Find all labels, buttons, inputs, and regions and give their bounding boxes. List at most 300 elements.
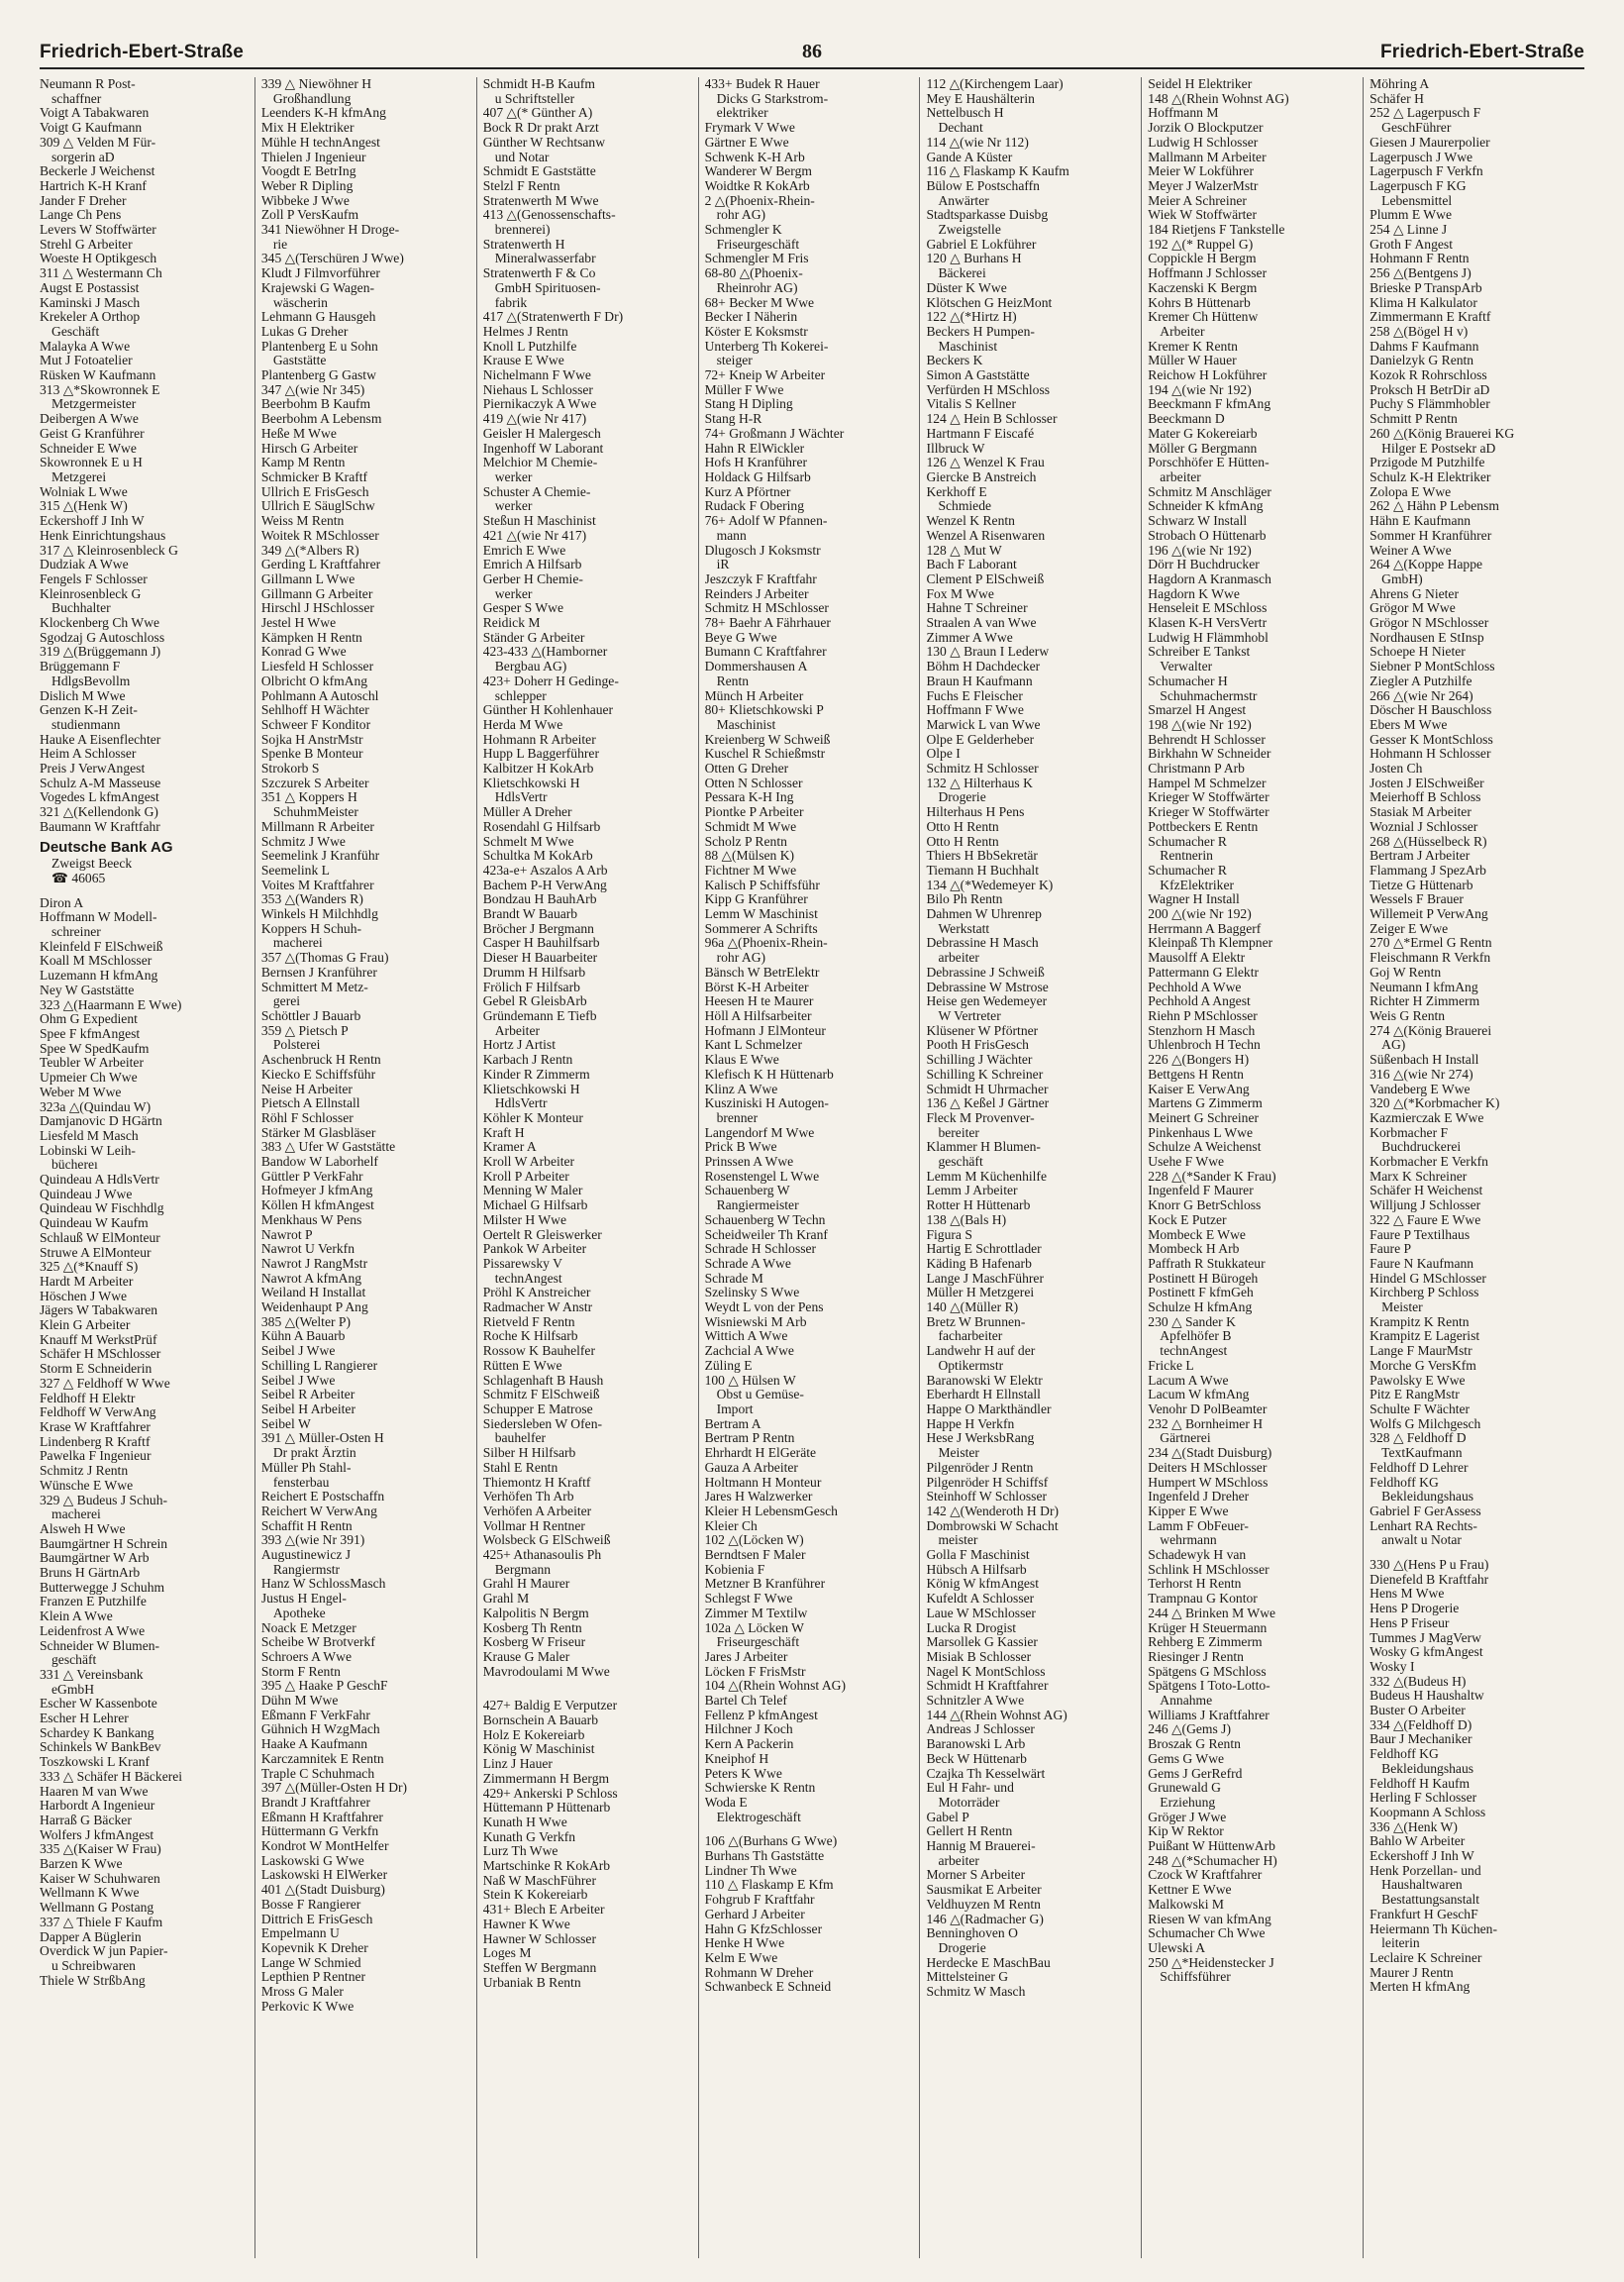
- directory-entry: Meinert G Schreiner: [1148, 1110, 1260, 1125]
- directory-entry: Pechhold A Wwe: [1148, 980, 1242, 994]
- directory-entry: Kosberg Th Rentn: [482, 1620, 582, 1635]
- directory-entry: Stang H Dipling: [704, 397, 793, 412]
- directory-entry: Stasiak M Arbeiter: [1370, 805, 1472, 820]
- directory-entry: 421 △(wie Nr 417): [482, 528, 587, 543]
- directory-entry: Holdack G Hilfsarb: [704, 469, 811, 484]
- directory-entry: Gillmann G Arbeiter: [260, 586, 373, 601]
- directory-columns: [40, 77, 1584, 2258]
- entry-continuation: Maschinist: [938, 339, 998, 354]
- directory-entry: Golla F Maschinist: [926, 1548, 1030, 1563]
- directory-entry: Williams J Kraftfahrer: [1148, 1708, 1269, 1722]
- directory-entry: Seibel J Wwe: [260, 1373, 336, 1388]
- directory-entry: 2 △(Phoenix-Rhein-: [704, 193, 815, 208]
- directory-entry: Schwenk K-H Arb: [704, 150, 805, 164]
- directory-entry: Stang H-R: [704, 412, 762, 427]
- directory-entry: Broszak G Rentn: [1148, 1737, 1241, 1752]
- entry-continuation: Import: [716, 1401, 754, 1416]
- directory-entry: 323a △(Quindau W): [40, 1099, 152, 1114]
- directory-entry: Eßmann H Kraftfahrer: [260, 1810, 383, 1824]
- directory-entry: Stratenwerth F & Co: [482, 266, 596, 281]
- directory-entry: Pissarewsky V: [482, 1256, 562, 1271]
- entry-continuation: rohr AG): [716, 951, 766, 966]
- directory-entry: Klötschen G HeizMont: [926, 295, 1053, 310]
- directory-entry: Schreiber E Tankst: [1148, 645, 1251, 660]
- directory-entry: Weber R Dipling: [260, 178, 354, 193]
- directory-entry: Menning W Maler: [482, 1184, 583, 1198]
- directory-entry: Schweer F Konditor: [260, 717, 371, 732]
- directory-entry: Augst E Postassist: [40, 280, 140, 295]
- directory-entry: 353 △(Wanders R): [260, 892, 363, 907]
- directory-entry: Plumm E Wwe: [1370, 208, 1452, 223]
- directory-entry: Preis J VerwAngest: [40, 762, 146, 777]
- directory-entry: Schaffit H Rentn: [260, 1518, 353, 1533]
- directory-entry: Wellmann G Postang: [40, 1901, 154, 1916]
- directory-entry: Hirschl J HSchlosser: [260, 601, 374, 616]
- directory-entry: Lukas G Dreher: [260, 324, 349, 339]
- directory-entry: Pohlmann A Autoschl: [260, 688, 379, 703]
- directory-entry: Mix H Elektriker: [260, 121, 355, 136]
- directory-entry: Hüttermann G Verkfn: [260, 1824, 379, 1839]
- directory-entry: Schmitz H Schlosser: [926, 762, 1039, 777]
- directory-entry: Burhans Th Gaststätte: [704, 1849, 825, 1864]
- directory-entry: Klietschkowski H: [482, 1082, 580, 1096]
- directory-entry: Wanderer W Bergm: [704, 164, 812, 179]
- directory-entry: Gründemann E Tiefb: [482, 1009, 597, 1023]
- directory-entry: Olbricht O kfmAng: [260, 674, 368, 688]
- directory-entry: Ingenfeld J Dreher: [1148, 1490, 1250, 1504]
- directory-entry: Lenhart RA Rechts-: [1370, 1518, 1477, 1533]
- directory-entry: Kant L Schmelzer: [704, 1038, 802, 1053]
- directory-entry: Kämpken H Rentn: [260, 630, 362, 645]
- directory-entry: Siedersleben W Ofen-: [482, 1416, 603, 1431]
- directory-entry: Dislich M Wwe: [40, 688, 126, 703]
- entry-continuation: Obst u Gemüse-: [716, 1388, 804, 1402]
- directory-entry: Wittich A Wwe: [704, 1329, 788, 1344]
- directory-entry: Rosenstengel L Wwe: [704, 1169, 820, 1184]
- directory-entry: Hauke A Eisenflechter: [40, 732, 161, 747]
- directory-entry: Henk Porzellan- und: [1370, 1863, 1481, 1878]
- directory-entry: Bruns H GärtnArb: [40, 1566, 141, 1581]
- directory-entry: Hese J WerksbRang: [926, 1431, 1035, 1446]
- directory-entry: Storm F Rentn: [260, 1664, 341, 1679]
- directory-entry: Deiters H MSchlosser: [1148, 1460, 1268, 1475]
- directory-entry: Reichow H Lokführer: [1148, 368, 1268, 383]
- directory-entry: Illbruck W: [926, 441, 985, 456]
- directory-entry: Bock R Dr prakt Arzt: [482, 121, 599, 136]
- directory-entry: 102 △(Löcken W): [704, 1533, 804, 1548]
- directory-entry: 256 △(Bentgens J): [1370, 266, 1472, 281]
- directory-entry: Schulze H kfmAng: [1148, 1300, 1253, 1315]
- entry-continuation: Dr prakt Ärztin: [272, 1446, 356, 1461]
- directory-entry: Scheibe W Brotverkf: [260, 1635, 375, 1650]
- directory-entry: Pechhold A Angest: [1148, 994, 1251, 1009]
- directory-entry: Genzen K-H Zeit-: [40, 703, 138, 718]
- directory-entry: Willjung J Schlosser: [1370, 1198, 1481, 1213]
- directory-entry: Empelmann U: [260, 1926, 340, 1941]
- directory-entry: Düster K Wwe: [926, 280, 1007, 295]
- directory-entry: 74+ Großmann J Wächter: [704, 426, 845, 441]
- directory-entry: Koppers H Schuh-: [260, 921, 362, 936]
- directory-entry: Geist G Kranführer: [40, 426, 145, 441]
- directory-column-3: [476, 77, 698, 2258]
- directory-entry: Schauenberg W Techn: [704, 1212, 826, 1227]
- directory-entry: Hirsch G Arbeiter: [260, 441, 358, 456]
- directory-entry: Fricke L: [1148, 1358, 1194, 1373]
- directory-entry: 244 △ Brinken M Wwe: [1148, 1606, 1276, 1620]
- directory-entry: Otto H Rentn: [926, 819, 999, 834]
- directory-entry: Weiss M Rentn: [260, 514, 345, 529]
- directory-entry: 198 △(wie Nr 192): [1148, 717, 1252, 732]
- directory-entry: Franzen E Putzhilfe: [40, 1595, 147, 1609]
- directory-entry: Ulewski A: [1148, 1941, 1206, 1955]
- directory-entry: Pilgenröder J Rentn: [926, 1460, 1034, 1475]
- directory-entry: Lange W Schmied: [260, 1955, 361, 1970]
- directory-entry: Klietschkowski H: [482, 776, 580, 790]
- directory-entry: Dahms F Kaufmann: [1370, 339, 1479, 354]
- directory-entry: Müller F Wwe: [704, 382, 784, 397]
- directory-entry: 192 △(* Ruppel G): [1148, 237, 1254, 252]
- entry-continuation: Gaststätte: [272, 354, 327, 368]
- directory-entry: Hahn R ElWickler: [704, 441, 805, 456]
- directory-entry: Brandt W Bauarb: [482, 907, 578, 922]
- entry-continuation: Rangiermstr: [272, 1562, 341, 1577]
- entry-continuation: arbeiter: [938, 951, 979, 966]
- directory-entry: Kobienia F: [704, 1562, 765, 1577]
- directory-entry: Höschen J Wwe: [40, 1289, 128, 1303]
- entry-continuation: brennerei): [494, 223, 551, 238]
- directory-entry: Szelinsky S Wwe: [704, 1286, 800, 1300]
- directory-entry: Bondzau H BauhArb: [482, 892, 597, 907]
- directory-entry: Kelm E Wwe: [704, 1951, 778, 1965]
- directory-entry: 423+ Doherr H Gedinge-: [482, 674, 619, 688]
- directory-entry: Fleck M Provenver-: [926, 1110, 1035, 1125]
- directory-entry: Roche K Hilfsarb: [482, 1329, 578, 1344]
- directory-entry: Kalisch P Schiffsführ: [704, 878, 820, 892]
- directory-entry: Bartel Ch Telef: [704, 1694, 787, 1709]
- entry-continuation: Schiffsführer: [1160, 1970, 1231, 1985]
- directory-entry: Willemeit P VerwAng: [1370, 907, 1488, 922]
- directory-entry: Holz E Kokereiarb: [482, 1727, 585, 1742]
- directory-entry: 96a △(Phoenix-Rhein-: [704, 936, 828, 951]
- directory-entry: Christmann P Arb: [1148, 762, 1245, 777]
- directory-entry: Kerkhoff E: [926, 484, 987, 499]
- directory-entry: Baumgärtner H Schrein: [40, 1536, 168, 1551]
- directory-entry: 309 △ Velden M Für-: [40, 135, 156, 150]
- directory-entry: Wenzel K Rentn: [926, 514, 1015, 529]
- directory-entry: Jeszczyk F Kraftfahr: [704, 571, 817, 586]
- directory-entry: Szczurek S Arbeiter: [260, 776, 369, 790]
- directory-entry: Bertram P Rentn: [704, 1431, 795, 1446]
- directory-entry: 248 △(*Schumacher H): [1148, 1853, 1277, 1868]
- entry-continuation: Rentnerin: [1160, 849, 1213, 864]
- directory-entry: Schumacher R: [1148, 863, 1227, 878]
- directory-entry: Schauenberg W: [704, 1184, 790, 1198]
- directory-entry: Nordhausen E StInsp: [1370, 630, 1484, 645]
- directory-entry: Dahmen W Uhrenrep: [926, 907, 1042, 922]
- directory-entry: Faure P: [1370, 1242, 1412, 1257]
- directory-entry: Lange F MaurMstr: [1370, 1344, 1472, 1359]
- directory-entry: Schmitz J Rentn: [40, 1464, 129, 1479]
- entry-continuation: macherei: [51, 1507, 101, 1522]
- directory-entry: Wosky G kfmAngest: [1370, 1645, 1483, 1660]
- directory-entry: Kiecko E Schiffsführ: [260, 1067, 376, 1082]
- directory-entry: Schneider E Wwe: [40, 441, 137, 456]
- directory-entry: Benninghoven O: [926, 1926, 1018, 1941]
- directory-entry: Kramer A: [482, 1140, 537, 1155]
- directory-entry: Krampitz E Lagerist: [1370, 1329, 1480, 1344]
- directory-entry: Eberhardt H Ellnstall: [926, 1388, 1041, 1402]
- directory-entry: Kopevnik K Dreher: [260, 1941, 368, 1955]
- entry-continuation: Bekleidungshaus: [1381, 1761, 1474, 1776]
- directory-entry: Weidenhaupt P Ang: [260, 1300, 368, 1315]
- directory-entry: Schmidt H-B Kaufm: [482, 77, 595, 91]
- directory-entry: Gerding L Kraftfahrer: [260, 558, 381, 572]
- directory-entry: Krase W Kraftfahrer: [40, 1419, 151, 1434]
- directory-entry: 100 △ Hülsen W: [704, 1373, 796, 1388]
- entry-continuation: KfzElektriker: [1160, 878, 1235, 892]
- directory-entry: Schneider W Blumen-: [40, 1638, 160, 1653]
- entry-continuation: Schuhmachermstr: [1160, 688, 1258, 703]
- entry-continuation: Annahme: [1160, 1694, 1213, 1709]
- directory-entry: Schlauß W ElMonteur: [40, 1230, 160, 1245]
- directory-entry: 136 △ Keßel J Gärtner: [926, 1096, 1050, 1111]
- directory-entry: Kazmierczak E Wwe: [1370, 1110, 1484, 1125]
- directory-entry: Kip W Rektor: [1148, 1824, 1224, 1839]
- directory-entry: 347 △(wie Nr 345): [260, 382, 365, 397]
- directory-entry: Frymark V Wwe: [704, 121, 795, 136]
- directory-entry: Neise H Arbeiter: [260, 1082, 353, 1096]
- directory-entry: Terhorst H Rentn: [1148, 1577, 1242, 1592]
- entry-continuation: werker: [494, 499, 533, 514]
- entry-continuation: Maschinist: [716, 717, 776, 732]
- entry-continuation: Apotheke: [272, 1606, 326, 1620]
- directory-entry: 234 △(Stadt Duisburg): [1148, 1446, 1272, 1461]
- directory-entry: Wisniewski M Arb: [704, 1314, 807, 1329]
- directory-entry: Eul H Fahr- und: [926, 1781, 1014, 1796]
- directory-entry: Bilo Ph Rentn: [926, 892, 1003, 907]
- directory-entry: Nichelmann F Wwe: [482, 368, 591, 383]
- directory-entry: Krajewski G Wagen-: [260, 280, 375, 295]
- directory-entry: Verfürden H MSchloss: [926, 382, 1051, 397]
- directory-entry: 391 △ Müller-Osten H: [260, 1431, 384, 1446]
- directory-entry: Smarzel H Angest: [1148, 703, 1247, 718]
- entry-continuation: Bergmann: [494, 1562, 552, 1577]
- directory-entry: Frankfurt H GeschF: [1370, 1907, 1478, 1921]
- entry-continuation: anwalt u Notar: [1381, 1533, 1462, 1548]
- directory-entry: Peters K Wwe: [704, 1766, 782, 1781]
- directory-entry: Harraß G Bäcker: [40, 1813, 132, 1827]
- directory-entry: Prick B Wwe: [704, 1140, 777, 1155]
- directory-entry: Knauff M WerkstPrüf: [40, 1332, 157, 1347]
- directory-entry: Pawelka F Ingenieur: [40, 1449, 152, 1464]
- directory-entry: Gabriel F GerAssess: [1370, 1504, 1481, 1518]
- directory-entry: Nawrot J RangMstr: [260, 1256, 368, 1271]
- directory-entry: Milster H Wwe: [482, 1212, 567, 1227]
- entry-continuation: Arbeiter: [494, 1023, 541, 1038]
- directory-entry: Jander F Dreher: [40, 193, 127, 208]
- entry-continuation: brenner: [716, 1110, 759, 1125]
- directory-entry: Sgodzaj G Autoschloss: [40, 630, 165, 645]
- directory-entry: Levers W Stoffwärter: [40, 223, 156, 238]
- directory-entry: Gauza A Arbeiter: [704, 1460, 798, 1475]
- directory-entry: Rotter H Hüttenarb: [926, 1198, 1031, 1213]
- directory-entry: Kalbitzer H KokArb: [482, 762, 594, 777]
- directory-entry: 102a △ Löcken W: [704, 1620, 804, 1635]
- directory-entry: Scholz P Rentn: [704, 834, 787, 849]
- directory-entry: Schmicker B Kraftf: [260, 469, 368, 484]
- directory-entry: Liesfeld H Schlosser: [260, 660, 374, 674]
- directory-entry: Klaus E Wwe: [704, 1053, 779, 1068]
- directory-entry: Czock W Kraftfahrer: [1148, 1868, 1263, 1883]
- directory-entry: Lehmann G Hausgeh: [260, 310, 376, 325]
- directory-entry: 126 △ Wenzel K Frau: [926, 456, 1045, 470]
- entry-continuation: u Schreibwaren: [51, 1959, 136, 1973]
- directory-entry: Bertram A: [704, 1416, 761, 1431]
- directory-entry: 322 △ Faure E Wwe: [1370, 1212, 1481, 1227]
- directory-entry: Kaczenski K Bergm: [1148, 280, 1258, 295]
- directory-entry: Schmidt E Gaststätte: [482, 164, 596, 179]
- directory-entry: Hindel G MSchlosser: [1370, 1271, 1486, 1286]
- directory-entry: Gems G Wwe: [1148, 1751, 1225, 1766]
- directory-entry: 383 △ Ufer W Gaststätte: [260, 1140, 396, 1155]
- entry-continuation: büchereı: [51, 1158, 98, 1173]
- entry-continuation: rie: [272, 237, 288, 252]
- entry-continuation: Hilger E Postsekr aD: [1381, 441, 1496, 456]
- directory-entry: Ständer G Arbeiter: [482, 630, 585, 645]
- directory-entry: Münch H Arbeiter: [704, 688, 804, 703]
- entry-continuation: Verwalter: [1160, 660, 1213, 674]
- directory-entry: Eckershoff J Inh W: [40, 514, 145, 529]
- directory-entry: Otto H Rentn: [926, 834, 999, 849]
- directory-entry: Verhöfen Th Arb: [482, 1490, 574, 1504]
- entry-continuation: wehrmann: [1160, 1533, 1217, 1548]
- directory-entry: Fox M Wwe: [926, 586, 994, 601]
- directory-entry: Ney W Gaststätte: [40, 983, 135, 997]
- directory-entry: Spenke B Monteur: [260, 747, 363, 762]
- directory-entry: Woznial J Schlosser: [1370, 819, 1478, 834]
- entry-continuation: GeschFührer: [1381, 121, 1452, 136]
- directory-entry: Linz J Hauer: [482, 1757, 553, 1772]
- directory-entry: Damjanovic D HGärtn: [40, 1114, 162, 1129]
- directory-entry: Lemm J Arbeiter: [926, 1184, 1018, 1198]
- page-header: [40, 38, 1584, 69]
- directory-entry: 319 △(Brüggemann J): [40, 645, 161, 660]
- directory-entry: Schmitz W Masch: [926, 1985, 1026, 2000]
- directory-entry: Leenders K-H kfmAng: [260, 106, 386, 121]
- directory-entry: 419 △(wie Nr 417): [482, 412, 587, 427]
- directory-entry: Kettner E Wwe: [1148, 1883, 1232, 1898]
- directory-entry: Hortz J Artist: [482, 1038, 556, 1053]
- directory-entry: Marsollek G Kassier: [926, 1635, 1038, 1650]
- directory-entry: 349 △(*Albers R): [260, 543, 359, 558]
- directory-entry: Schmitt P Rentn: [1370, 412, 1458, 427]
- directory-entry: Quindeau J Wwe: [40, 1187, 133, 1201]
- directory-entry: Reichert E Postschaffn: [260, 1490, 385, 1504]
- directory-entry: Schuster A Chemie-: [482, 484, 591, 499]
- directory-entry: Beerbohm B Kaufm: [260, 397, 371, 412]
- directory-entry: Storm E Schneiderin: [40, 1362, 152, 1377]
- directory-entry: Hähn E Kaufmann: [1370, 514, 1472, 529]
- directory-column-5: [919, 77, 1141, 2258]
- directory-entry: Frölich F Hilfsarb: [482, 980, 580, 994]
- directory-entry: 262 △ Hähn P Lebensm: [1370, 499, 1499, 514]
- directory-entry: Feldhoff H Elektr: [40, 1391, 136, 1405]
- directory-entry: 144 △(Rhein Wohnst AG): [926, 1708, 1067, 1722]
- directory-entry: Holtmann H Monteur: [704, 1475, 822, 1490]
- directory-entry: Schmidt H Uhrmacher: [926, 1082, 1049, 1096]
- directory-entry: Neumann I kfmAng: [1370, 980, 1478, 994]
- directory-entry: Wolniak L Wwe: [40, 484, 128, 499]
- directory-entry: Malayka A Wwe: [40, 339, 131, 354]
- directory-entry: Schmittert M Metz-: [260, 980, 368, 994]
- directory-entry: Grögor M Wwe: [1370, 601, 1456, 616]
- directory-entry: Spätgens I Toto-Lotto-: [1148, 1679, 1270, 1694]
- directory-entry: Strobach O Hüttenarb: [1148, 528, 1267, 543]
- directory-entry: Barzen K Wwe: [40, 1857, 123, 1872]
- directory-entry: 417 △(Stratenwerth F Dr): [482, 310, 624, 325]
- header-street-left: Friedrich-Ebert-Straße: [40, 42, 245, 62]
- directory-entry: Merten H kfmAng: [1370, 1980, 1471, 1995]
- directory-entry: Ebers M Wwe: [1370, 717, 1448, 732]
- entry-continuation: Meister: [1381, 1300, 1423, 1315]
- directory-entry: 266 △(wie Nr 264): [1370, 688, 1473, 703]
- entry-continuation: bereiter: [938, 1125, 979, 1140]
- entry-continuation: technAngest: [494, 1271, 562, 1286]
- directory-entry: 351 △ Koppers H: [260, 790, 357, 805]
- directory-entry: Schäfer H Weichenst: [1370, 1184, 1483, 1198]
- directory-entry: Mombeck H Arb: [1148, 1242, 1240, 1257]
- directory-entry: Röhl F Schlosser: [260, 1110, 354, 1125]
- directory-entry: Woidtke R KokArb: [704, 178, 810, 193]
- directory-entry: 270 △*Ermel G Rentn: [1370, 936, 1492, 951]
- directory-entry: Rudack F Obering: [704, 499, 805, 514]
- entry-heading: Deutsche Bank AG: [40, 840, 173, 856]
- directory-entry: Paffrath R Stukkateur: [1148, 1256, 1266, 1271]
- directory-entry: Postinett H Bürogeh: [1148, 1271, 1259, 1286]
- directory-entry: Puchy S Flämmhobler: [1370, 397, 1490, 412]
- directory-entry: Schoepe H Nieter: [1370, 645, 1466, 660]
- directory-entry: Kremer Ch Hüttenw: [1148, 310, 1259, 325]
- entry-continuation: Werkstatt: [938, 921, 990, 936]
- directory-entry: Tietze G Hüttenarb: [1370, 878, 1473, 892]
- directory-entry: Fichtner M Wwe: [704, 863, 797, 878]
- directory-entry: Helmes J Rentn: [482, 324, 568, 339]
- directory-entry: Unterberg Th Kokerei-: [704, 339, 829, 354]
- directory-entry: Dommershausen A: [704, 660, 808, 674]
- directory-entry: Seibel J Wwe: [260, 1344, 336, 1359]
- directory-entry: Müller Ph Stahl-: [260, 1460, 352, 1475]
- directory-entry: Lucka R Drogist: [926, 1620, 1017, 1635]
- directory-entry: 332 △(Budeus H): [1370, 1674, 1467, 1689]
- entry-continuation: iR: [716, 558, 730, 572]
- directory-entry: Hartig E Schrottlader: [926, 1242, 1042, 1257]
- directory-entry: Stelzl F Rentn: [482, 178, 560, 193]
- directory-entry: 88 △(Mülsen K): [704, 849, 795, 864]
- entry-continuation: facharbeiter: [938, 1329, 1003, 1344]
- directory-entry: Martens G Zimmerm: [1148, 1096, 1263, 1111]
- directory-entry: 200 △(wie Nr 192): [1148, 907, 1252, 922]
- directory-entry: Kinder R Zimmerm: [482, 1067, 590, 1082]
- directory-entry: Kleinfeld F ElSchweiß: [40, 939, 163, 954]
- directory-entry: Fohgrub F Kraftfahr: [704, 1893, 815, 1908]
- directory-entry: 106 △(Burhans G Wwe): [704, 1834, 838, 1849]
- directory-entry: Wolfers J kfmAngest: [40, 1827, 154, 1842]
- directory-entry: Schumacher Ch Wwe: [1148, 1926, 1266, 1941]
- directory-entry: Zimmer A Wwe: [926, 630, 1013, 645]
- directory-entry: Josten J ElSchweißer: [1370, 776, 1484, 790]
- directory-entry: 268 △(Hüsselbeck R): [1370, 834, 1487, 849]
- directory-entry: Ludwig H Flämmhobl: [1148, 630, 1269, 645]
